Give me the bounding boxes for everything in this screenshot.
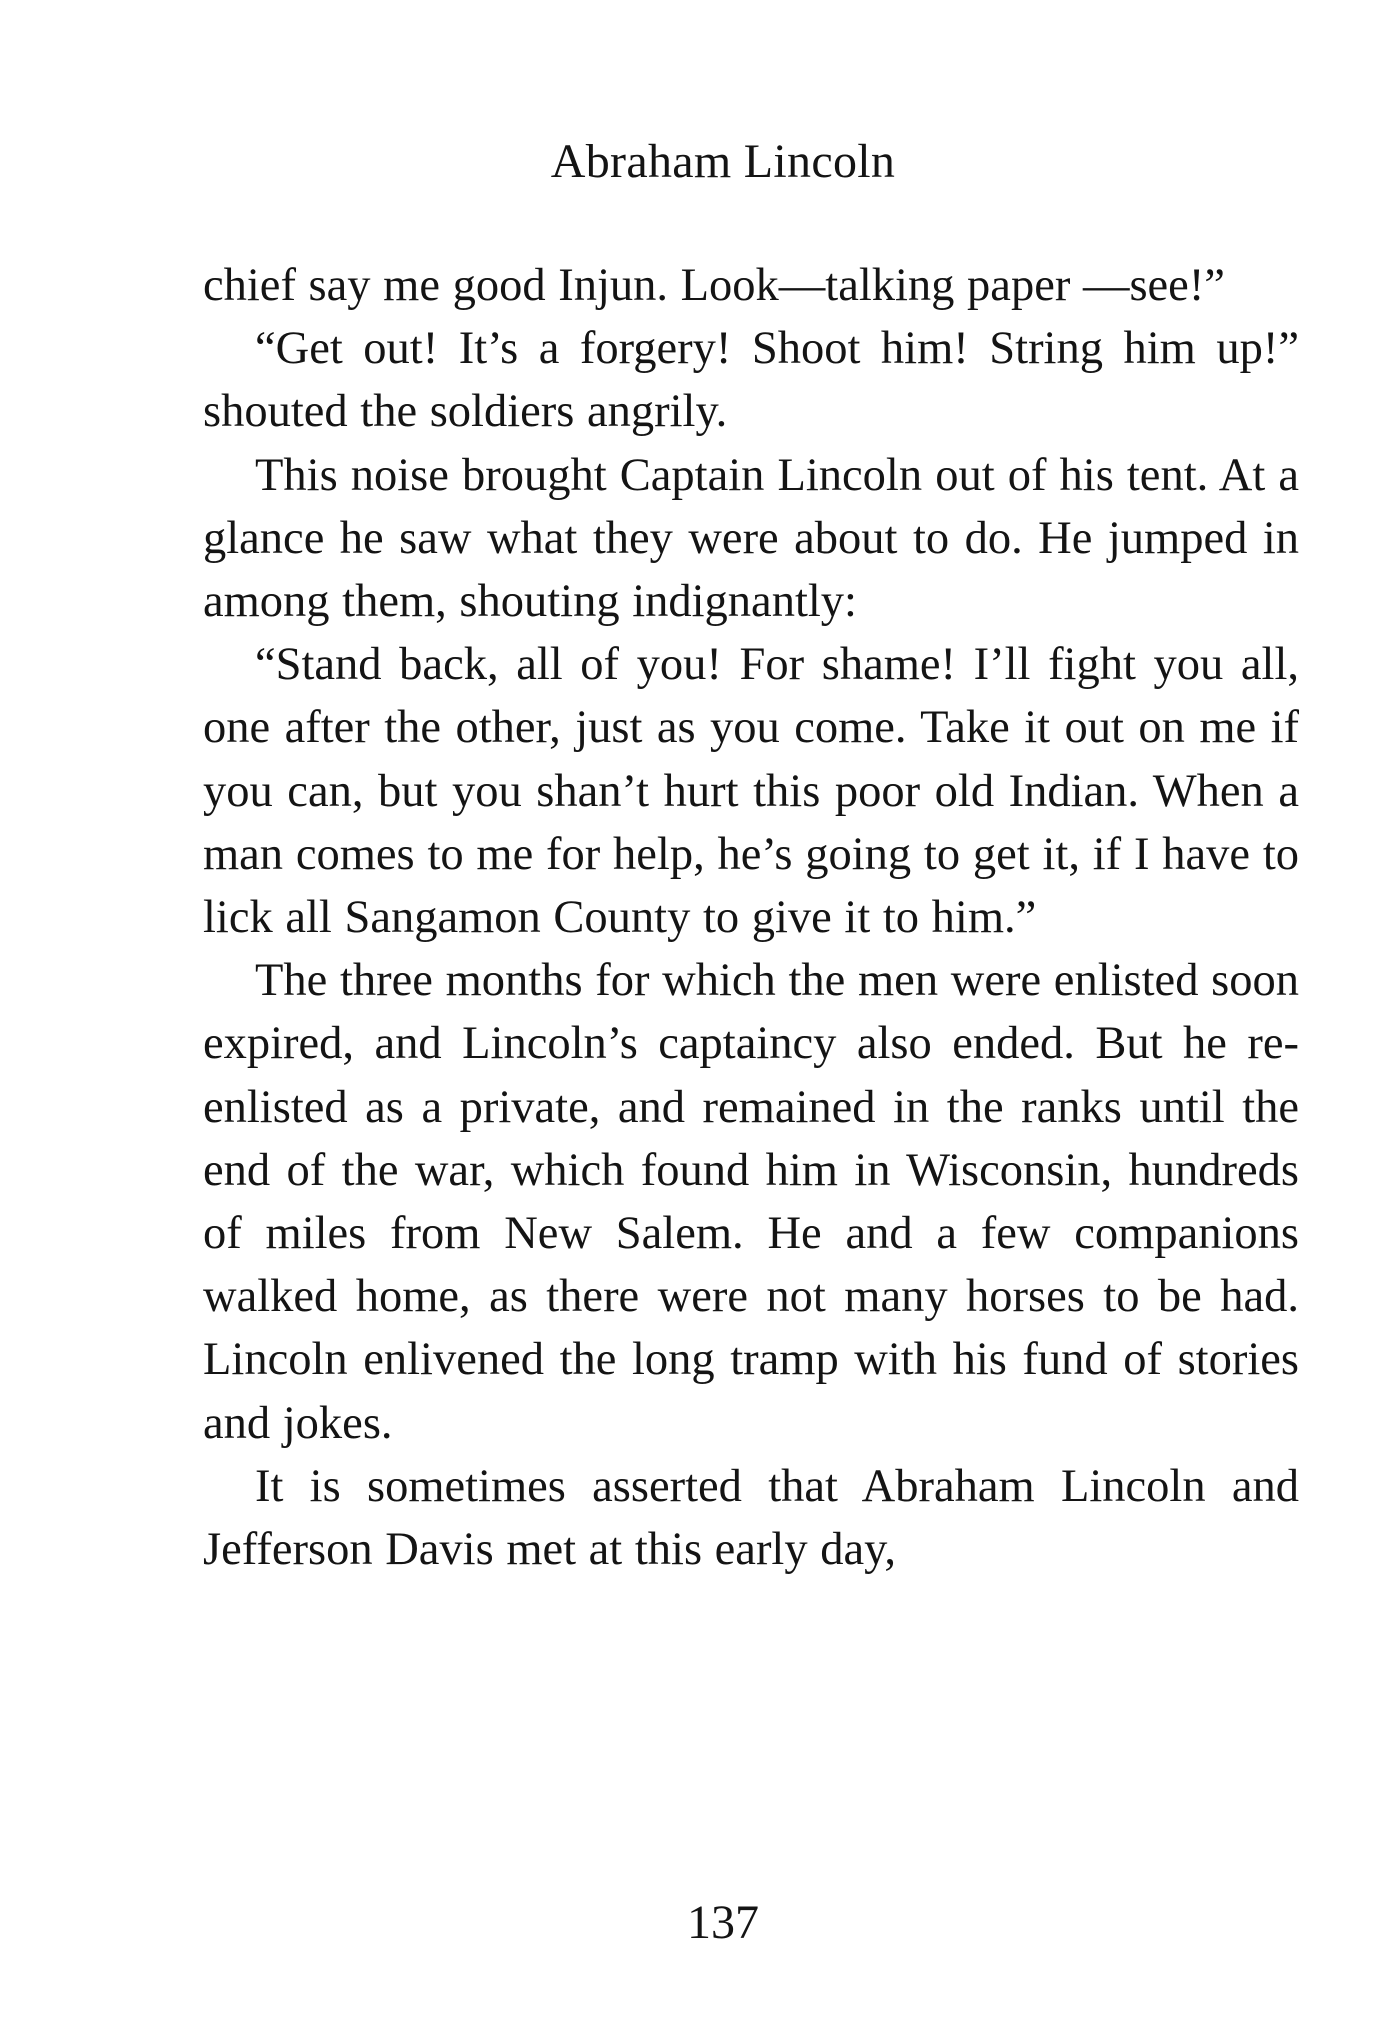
paragraph-three-months: The three months for which the men were enlisted soon expired, and Lincoln’s captaincy also ended. But he re-enlisted as a private, and remained in the ranks until the end of the war, which found him in Wisconsin, hundreds of miles from New Salem. He and a few companions walked home, as there were not many horses to be had. Lincoln enlivened the long tramp with his fund of stories and jokes.	[203, 955, 1299, 1449]
body-text	[203, 254, 1299, 1581]
paragraph-continued: chief say me good Injun. Look—talking paper —see!”	[203, 260, 1225, 311]
paragraph-stand-back: “Stand back, all of you! For shame! I’ll fight you all, one after the other, just as you come. Take it out on me if you can, but you shan’t hurt this poor old Indian. When a man comes to me for help, he’s going to get it, if I have to lick all Sangamon County to give it to him.”	[203, 639, 1299, 944]
page-number: 137	[687, 1896, 759, 1949]
running-head: Abraham Lincoln	[550, 135, 896, 188]
paragraph-captain-lincoln: This noise brought Captain Lincoln out of his tent. At a glance he saw what they were about to do. He jumped in among them, shouting indignantly:	[203, 449, 1299, 628]
paragraph-soldiers-shout: “Get out! It’s a forgery! Shoot him! String him up!” shouted the soldiers angrily.	[203, 323, 1299, 438]
paragraph-jefferson-davis: It is sometimes asserted that Abraham Lincoln and Jefferson Davis met at this early day,	[203, 1460, 1299, 1576]
